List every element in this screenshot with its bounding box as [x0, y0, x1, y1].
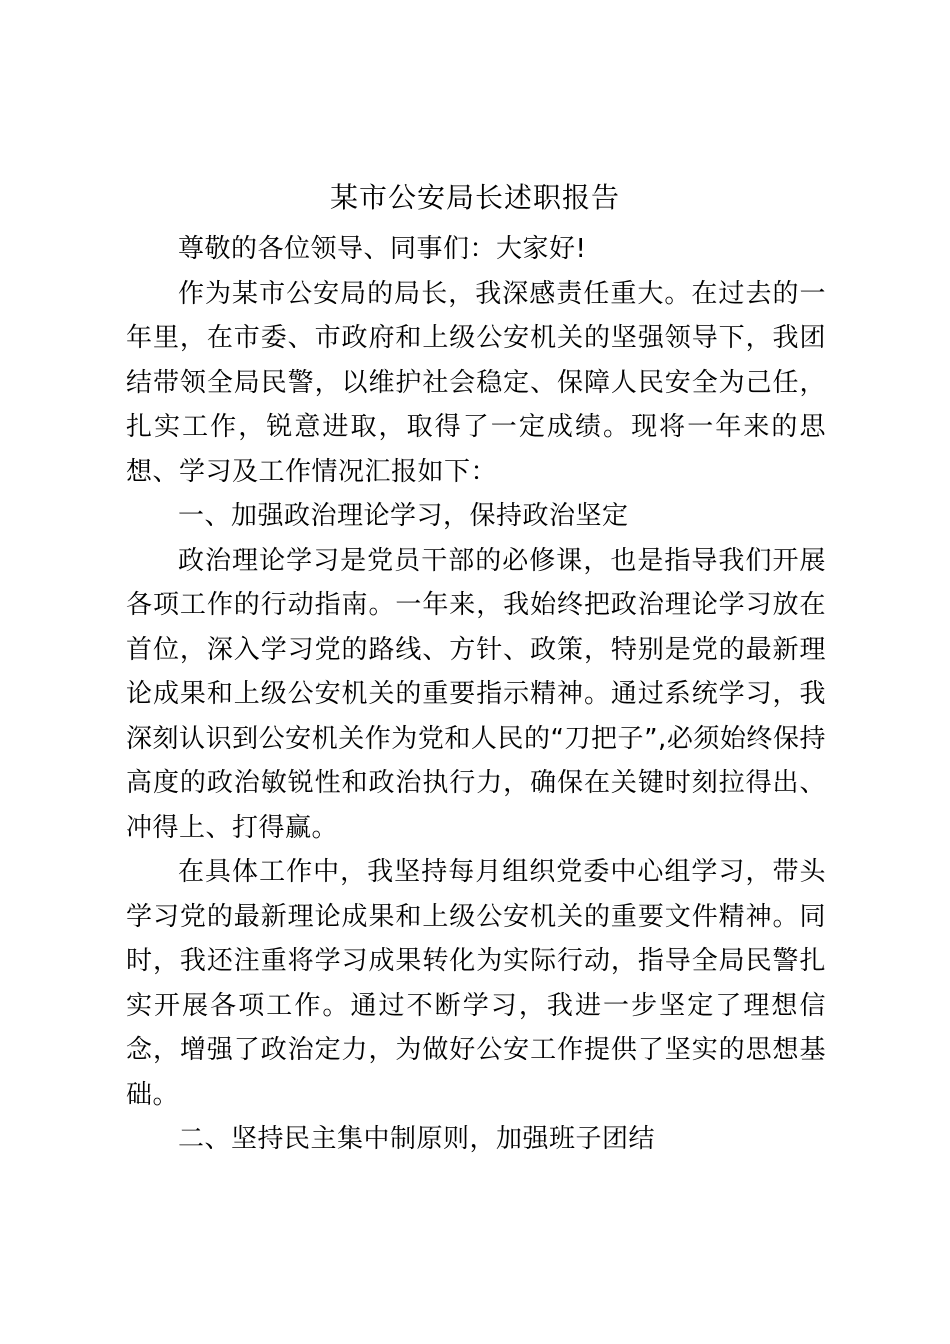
body-paragraph: 政治理论学习是党员干部的必修课，也是指导我们开展各项工作的行动指南。一年来，我始终把政治理论学习放在首位，深入学习党的路线、方针、政策，特别是党的最新理论成果和上级公安机关的重要指示精神。通过系统学习，我深刻认识到公安机关作为党和人民的“刀把子”,必须始终保持高度的政治敏锐性和政治执行力，确保在关键时刻拉得出、冲得上、打得赢。	[126, 545, 826, 843]
greeting-paragraph: 尊敬的各位领导、同事们：大家好!	[178, 234, 587, 264]
document-body	[126, 227, 826, 1162]
section-heading-1: 一、加强政治理论学习，保持政治坚定	[178, 501, 629, 531]
intro-paragraph: 作为某市公安局的局长，我深感责任重大。在过去的一年里，在市委、市政府和上级公安机关的坚强领导下，我团结带领全局民警，以维护社会稳定、保障人民安全为己任，扎实工作，锐意进取，取得了一定成绩。现将一年来的思想、学习及工作情况汇报如下：	[126, 278, 826, 487]
section-heading-2: 二、坚持民主集中制原则，加强班子团结	[178, 1124, 656, 1154]
body-paragraph: 在具体工作中，我坚持每月组织党委中心组学习，带头学习党的最新理论成果和上级公安机关的重要文件精神。同时，我还注重将学习成果转化为实际行动，指导全局民警扎实开展各项工作。通过不断学习，我进一步坚定了理想信念，增强了政治定力，为做好公安工作提供了坚实的思想基础。	[126, 857, 826, 1110]
document-title: 某市公安局长述职报告	[329, 181, 620, 214]
